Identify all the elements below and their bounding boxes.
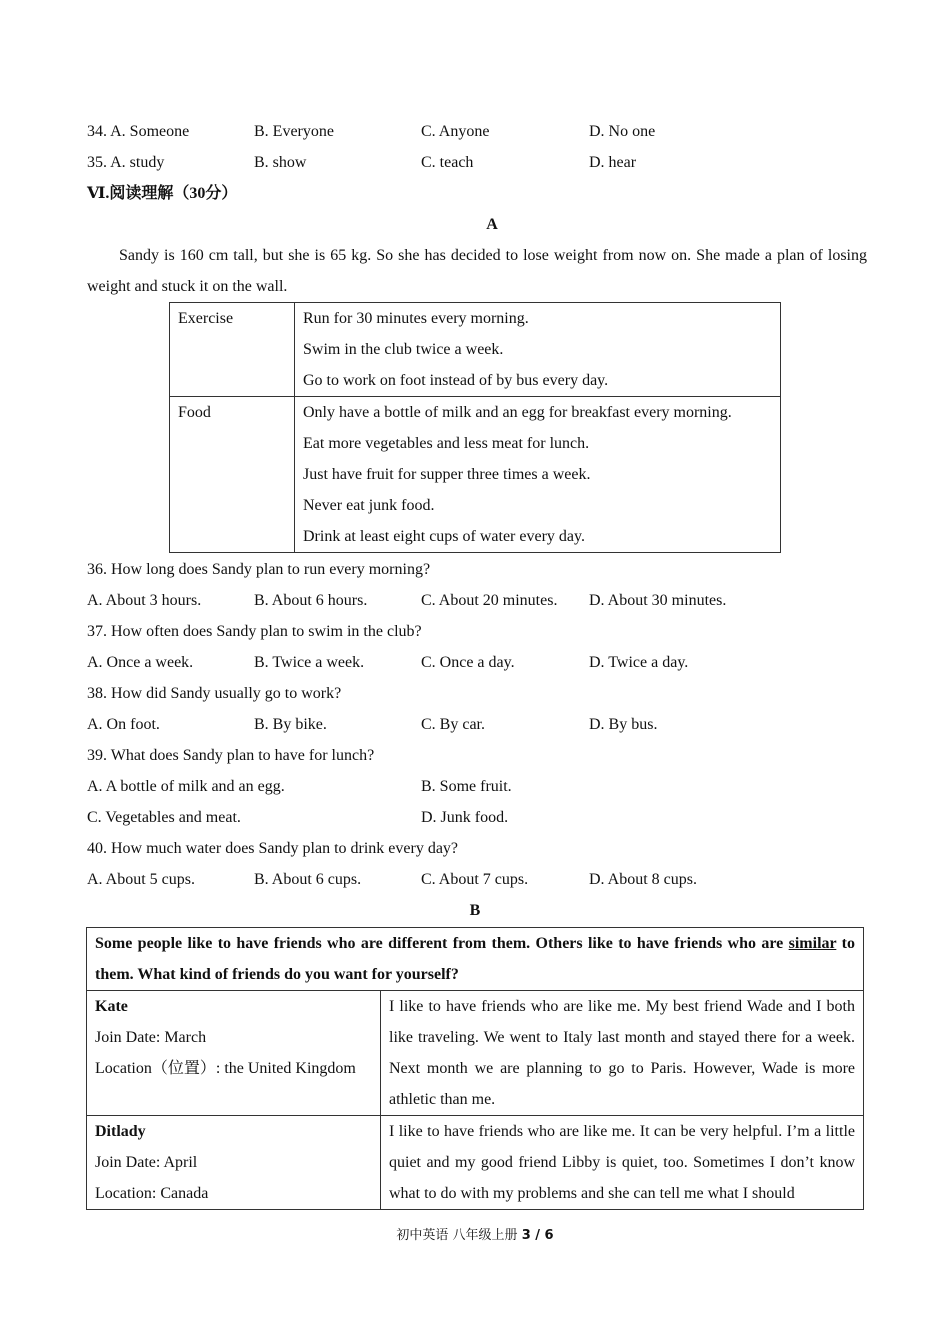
option-c: C. Once a day. bbox=[421, 654, 515, 671]
plan-item: Go to work on foot instead of by bus every day. bbox=[303, 372, 609, 389]
passage-a-label: A bbox=[486, 216, 498, 233]
option-b: B. By bike. bbox=[254, 716, 327, 733]
forum-question bbox=[87, 928, 864, 991]
option-b: B. Everyone bbox=[254, 123, 334, 140]
option-b: B. show bbox=[254, 154, 307, 171]
option-a: 34. A. Someone bbox=[87, 123, 190, 140]
page-footer bbox=[0, 1226, 950, 1246]
question-40-stem: 40. How much water does Sandy plan to drink every day? bbox=[87, 840, 459, 857]
plan-item: Run for 30 minutes every morning. bbox=[303, 310, 529, 327]
weight-loss-plan-table bbox=[169, 302, 781, 553]
join-date: Join Date: April bbox=[95, 1154, 198, 1171]
plan-item: Swim in the club twice a week. bbox=[303, 341, 504, 358]
exercise-row bbox=[170, 303, 781, 397]
option-a: A. On foot. bbox=[87, 716, 160, 733]
plan-item: Just have fruit for supper three times a week. bbox=[303, 466, 591, 483]
question-36-stem: 36. How long does Sandy plan to run every morning? bbox=[87, 561, 431, 578]
option-c: C. Vegetables and meat. bbox=[87, 809, 241, 826]
exercise-items bbox=[295, 303, 781, 397]
passage-a-intro: Sandy is 160 cm tall, but she is 65 kg. So she has decided to lose weight from now on. She made a plan of losing weight and stuck it on the wall. bbox=[87, 247, 867, 295]
option-c: C. Anyone bbox=[421, 123, 490, 140]
option-d: D. hear bbox=[589, 154, 637, 171]
kate-row bbox=[87, 991, 864, 1116]
option-c: C. By car. bbox=[421, 716, 485, 733]
option-d: D. No one bbox=[589, 123, 656, 140]
underlined-word: similar bbox=[788, 935, 837, 952]
question-39-stem: 39. What does Sandy plan to have for lunch? bbox=[87, 747, 375, 764]
option-c: C. About 7 cups. bbox=[421, 871, 529, 888]
ditlady-row bbox=[87, 1116, 864, 1210]
food-label: Food bbox=[170, 397, 295, 553]
plan-item: Only have a bottle of milk and an egg for breakfast every morning. bbox=[303, 404, 732, 421]
user-name: Kate bbox=[95, 998, 128, 1015]
food-items bbox=[295, 397, 781, 553]
plan-item: Never eat junk food. bbox=[303, 497, 435, 514]
option-a: 35. A. study bbox=[87, 154, 165, 171]
option-b: B. Twice a week. bbox=[254, 654, 365, 671]
page-number: 3 / 6 bbox=[521, 1228, 554, 1243]
kate-answer: I like to have friends who are like me. My best friend Wade and I both like traveling. We went to Italy last month and stayed there for a week. Next month we are planning to go to Paris. However, Wade is more athletic than me. bbox=[381, 991, 864, 1116]
question-text: Some people like to have friends who are different from them. Others like to have friends who are bbox=[95, 935, 789, 952]
option-b: B. About 6 cups. bbox=[254, 871, 362, 888]
option-d: D. Twice a day. bbox=[589, 654, 689, 671]
option-d: D. About 30 minutes. bbox=[589, 592, 727, 609]
course-name: 初中英语 八年级上册 bbox=[396, 1228, 518, 1243]
user-name: Ditlady bbox=[95, 1123, 146, 1140]
question-37-stem: 37. How often does Sandy plan to swim in the club? bbox=[87, 623, 422, 640]
option-a: A. About 3 hours. bbox=[87, 592, 202, 609]
friends-forum-table bbox=[86, 927, 864, 1210]
option-d: D. About 8 cups. bbox=[589, 871, 697, 888]
option-d: D. By bus. bbox=[589, 716, 658, 733]
join-date: Join Date: March bbox=[95, 1029, 207, 1046]
kate-profile bbox=[87, 991, 381, 1116]
option-c: C. About 20 minutes. bbox=[421, 592, 558, 609]
option-b: B. Some fruit. bbox=[421, 778, 512, 795]
section-title: Ⅵ.阅读理解（30分） bbox=[87, 185, 238, 202]
location: Location（位置）: the United Kingdom bbox=[95, 1060, 356, 1077]
passage-b-label: B bbox=[469, 902, 481, 919]
option-a: A. About 5 cups. bbox=[87, 871, 195, 888]
food-row bbox=[170, 397, 781, 553]
option-c: C. teach bbox=[421, 154, 474, 171]
option-a: A. Once a week. bbox=[87, 654, 194, 671]
location: Location: Canada bbox=[95, 1185, 209, 1202]
plan-item: Eat more vegetables and less meat for lunch. bbox=[303, 435, 590, 452]
forum-question-row bbox=[87, 928, 864, 991]
option-a: A. A bottle of milk and an egg. bbox=[87, 778, 285, 795]
ditlady-profile bbox=[87, 1116, 381, 1210]
option-d: D. Junk food. bbox=[421, 809, 509, 826]
exercise-label: Exercise bbox=[170, 303, 295, 397]
plan-item: Drink at least eight cups of water every day. bbox=[303, 528, 585, 545]
question-38-stem: 38. How did Sandy usually go to work? bbox=[87, 685, 342, 702]
ditlady-answer: I like to have friends who are like me. It can be very helpful. I’m a little quiet and my good friend Libby is quiet, too. Sometimes I don’t know what to do with my problems and she can tell me what I should bbox=[381, 1116, 864, 1210]
question-text: to them. What kind of friends do you want for yourself? bbox=[95, 935, 856, 983]
option-b: B. About 6 hours. bbox=[254, 592, 368, 609]
